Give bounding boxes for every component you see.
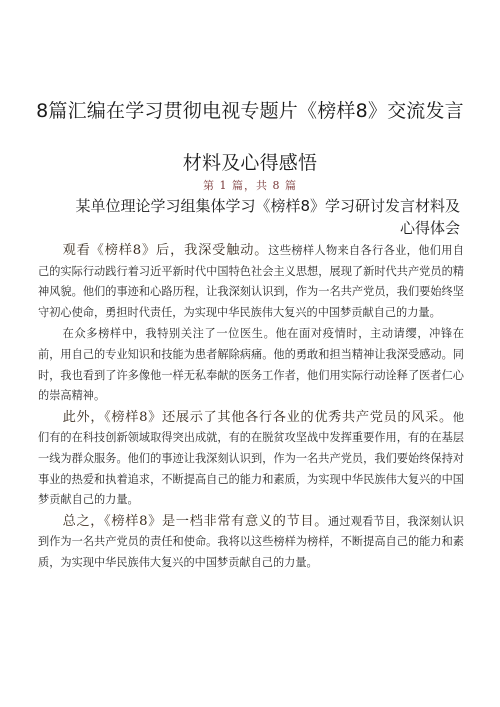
- paragraph-text: 这些榜样人物来自各行各业，他们用自己的实际行动践行着习近平新时代中国特色社会主义思想，展现了新时代共产党员的精神风貌。他们的事迹和心路历程，让我深刻认识到，作为一名共产党员，我们要始终坚守初心使命，勇担时代责任，为实现中华民族伟大复兴的中国梦贡献自己的力量。: [38, 244, 464, 319]
- paragraph-text: 通过观看节目，我深刻认识到作为一名共产党员的责任和使命。我将以这些榜样为榜样，不断提高自己的能力和素质，为实现中华民族伟大复兴的中国梦贡献自己的力量。: [38, 514, 464, 569]
- document-title-line-2: 材料及心得感悟: [182, 152, 318, 174]
- paragraph-text: 他们有的在科技创新领域取得突出成就，有的在脱贫攻坚战中发挥重要作用，有的在基层一线为群众服务。他们的事迹让我深刻认识到，作为一名共产党员，我们要始终保持对事业的热爱和执着追求，不断提高自己的能力和素质，为实现中华民族伟大复兴的中国梦贡献自己的力量。: [38, 410, 464, 507]
- chapter-label: 第 1 篇，共 8 篇: [203, 179, 297, 192]
- section-title-line-1: 某单位理论学习组集体学习《榜样8》学习研讨发言材料及: [75, 197, 460, 215]
- paragraph-lead: 此外，《榜样8》还展示了其他各行各业的优秀共产党员的风采。: [62, 409, 453, 425]
- body-paragraph-3: [38, 408, 464, 511]
- paragraph-lead: 观看《榜样8》后，我深受触动。: [62, 243, 269, 258]
- paragraph-lead: 总之，《榜样8》是一档非常有意义的节目。: [62, 513, 329, 529]
- section-title-line-2: 心得体会: [399, 219, 460, 237]
- document-body: [38, 241, 464, 574]
- body-paragraph-1: [38, 241, 464, 323]
- document-title-line-1: 8篇汇编在学习贯彻电视专题片《榜样8》交流发言: [36, 100, 464, 122]
- paragraph-text: 在众多榜样中，我特别关注了一位医生。他在面对疫情时，主动请缨，冲锋在前，用自己的专业知识和技能为患者解除病痛。他的勇敢和担当精神让我深受感动。同时，我也看到了许多像他一样无私奉献的医务工作者，他们用实际行动诠释了医者仁心的崇高精神。: [38, 327, 464, 403]
- body-paragraph-2: [38, 324, 464, 406]
- body-paragraph-4: [38, 512, 464, 574]
